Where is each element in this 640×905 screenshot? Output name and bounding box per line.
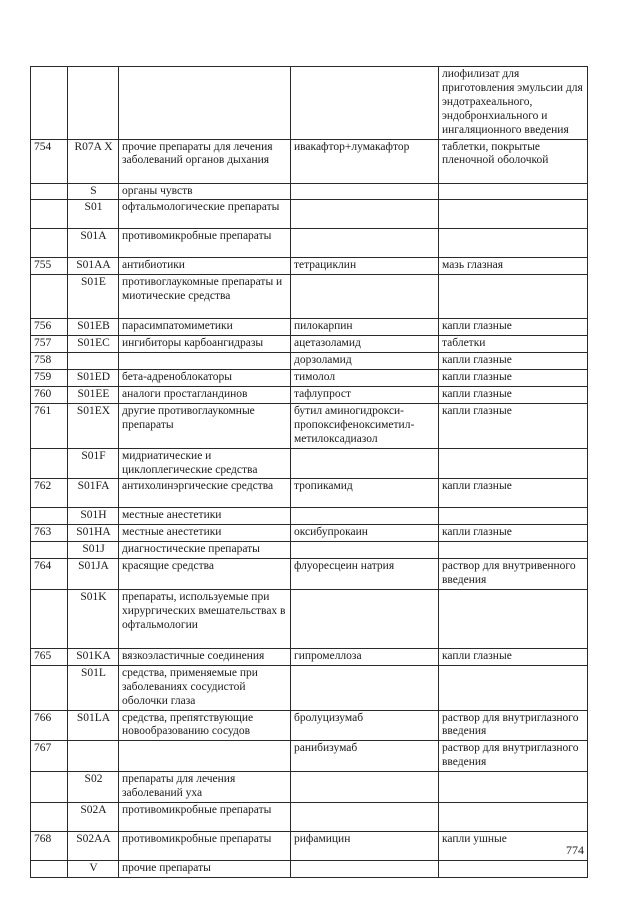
atc-code-cell: V [68,861,119,878]
atc-group-name-cell: противомикробные препараты [119,229,291,258]
row-number-cell: 766 [31,710,68,741]
dosage-form-cell [439,589,588,648]
atc-code-cell [68,67,119,140]
table-row [31,525,588,542]
dosage-form-cell: раствор для внутриглазного введения [439,741,588,772]
table-row [31,448,588,479]
atc-group-name-cell: офтальмологические препараты [119,200,291,229]
drug-name-cell: ранибизумаб [291,741,439,772]
table-row [31,741,588,772]
drug-name-cell: ивакафтор+лумакафтор [291,139,439,183]
atc-group-name-cell: парасимпатомиметики [119,319,291,336]
table-row [31,559,588,590]
table-row [31,319,588,336]
table-row [31,665,588,710]
row-number-cell [31,803,68,832]
dosage-form-cell: капли глазные [439,370,588,387]
atc-code-cell: S [68,183,119,200]
atc-code-cell: S02AA [68,832,119,861]
table-row [31,403,588,448]
atc-code-cell: S01H [68,508,119,525]
row-number-cell [31,229,68,258]
atc-group-name-cell: прочие препараты [119,861,291,878]
row-number-cell [31,589,68,648]
dosage-form-cell [439,229,588,258]
atc-code-cell: S01E [68,275,119,319]
drug-name-cell [291,183,439,200]
atc-group-name-cell: противоглаукомные препараты и миотические средства [119,275,291,319]
row-number-cell: 760 [31,386,68,403]
dosage-form-cell [439,665,588,710]
row-number-cell [31,508,68,525]
atc-group-name-cell: противомикробные препараты [119,832,291,861]
drug-name-cell [291,772,439,803]
dosage-form-cell: капли глазные [439,403,588,448]
atc-group-name-cell: местные анестетики [119,525,291,542]
drug-table [30,66,588,878]
dosage-form-cell: капли глазные [439,479,588,508]
atc-code-cell: S01A [68,229,119,258]
atc-code-cell: S01J [68,542,119,559]
atc-group-name-cell: средства, применяемые при заболеваниях сосудистой оболочки глаза [119,665,291,710]
atc-group-name-cell [119,353,291,370]
row-number-cell: 764 [31,559,68,590]
atc-code-cell: S01EC [68,336,119,353]
row-number-cell [31,67,68,140]
table-row [31,832,588,861]
atc-code-cell: S01ED [68,370,119,387]
atc-group-name-cell: прочие препараты для лечения заболеваний органов дыхания [119,139,291,183]
table-row [31,370,588,387]
atc-group-name-cell: другие противоглаукомные препараты [119,403,291,448]
atc-group-name-cell: препараты для лечения заболеваний уха [119,772,291,803]
table-row [31,353,588,370]
atc-group-name-cell: средства, препятствующие новообразованию сосудов [119,710,291,741]
dosage-form-cell: капли глазные [439,319,588,336]
table-row [31,386,588,403]
table-row [31,67,588,140]
page-number: 774 [566,843,584,857]
drug-name-cell: бролуцизумаб [291,710,439,741]
drug-name-cell [291,200,439,229]
table-row [31,648,588,665]
row-number-cell [31,275,68,319]
dosage-form-cell [439,448,588,479]
atc-code-cell: S01HA [68,525,119,542]
dosage-form-cell [439,772,588,803]
row-number-cell: 768 [31,832,68,861]
drug-name-cell: тимолол [291,370,439,387]
drug-name-cell: флуоресцеин натрия [291,559,439,590]
table-row [31,258,588,275]
atc-group-name-cell: ингибиторы карбоангидразы [119,336,291,353]
atc-group-name-cell: антихолинэргические средства [119,479,291,508]
table-row [31,275,588,319]
dosage-form-cell: капли глазные [439,648,588,665]
table-row [31,508,588,525]
atc-group-name-cell: препараты, используемые при хирургических вмешательствах в офтальмологии [119,589,291,648]
row-number-cell: 756 [31,319,68,336]
drug-name-cell: пилокарпин [291,319,439,336]
atc-code-cell: S01L [68,665,119,710]
row-number-cell [31,861,68,878]
drug-name-cell [291,229,439,258]
table-row [31,183,588,200]
row-number-cell [31,542,68,559]
atc-group-name-cell: местные анестетики [119,508,291,525]
row-number-cell [31,665,68,710]
row-number-cell: 757 [31,336,68,353]
dosage-form-cell: капли ушные [439,832,588,861]
table-row [31,229,588,258]
table-row [31,479,588,508]
row-number-cell: 758 [31,353,68,370]
drug-name-cell [291,542,439,559]
table-body [31,67,588,878]
atc-group-name-cell: антибиотики [119,258,291,275]
atc-code-cell: S01FA [68,479,119,508]
dosage-form-cell [439,275,588,319]
table-row [31,542,588,559]
drug-name-cell [291,448,439,479]
drug-name-cell: дорзоламид [291,353,439,370]
table-row [31,710,588,741]
atc-code-cell [68,353,119,370]
drug-name-cell: ацетазоламид [291,336,439,353]
drug-name-cell: тетрациклин [291,258,439,275]
drug-name-cell: рифамицин [291,832,439,861]
atc-group-name-cell [119,741,291,772]
dosage-form-cell [439,183,588,200]
dosage-form-cell: капли глазные [439,353,588,370]
drug-name-cell: бутил аминогидрокси-пропоксифеноксиметил-метилоксадиазол [291,403,439,448]
dosage-form-cell: лиофилизат для приготовления эмульсии для эндотрахеального, эндобронхиального и ингаляционного введения [439,67,588,140]
dosage-form-cell: таблетки [439,336,588,353]
atc-code-cell: S01LA [68,710,119,741]
atc-code-cell: S01EX [68,403,119,448]
dosage-form-cell [439,803,588,832]
row-number-cell: 763 [31,525,68,542]
atc-code-cell: S02A [68,803,119,832]
atc-code-cell: S01F [68,448,119,479]
dosage-form-cell [439,200,588,229]
drug-name-cell [291,803,439,832]
atc-group-name-cell: органы чувств [119,183,291,200]
row-number-cell: 759 [31,370,68,387]
drug-name-cell: гипромеллоза [291,648,439,665]
atc-code-cell: S01KA [68,648,119,665]
dosage-form-cell [439,542,588,559]
atc-group-name-cell: бета-адреноблокаторы [119,370,291,387]
row-number-cell [31,772,68,803]
dosage-form-cell: капли глазные [439,386,588,403]
table-row [31,803,588,832]
atc-code-cell [68,741,119,772]
dosage-form-cell: мазь глазная [439,258,588,275]
row-number-cell: 762 [31,479,68,508]
atc-group-name-cell: мидриатические и циклоплегические средства [119,448,291,479]
row-number-cell: 755 [31,258,68,275]
drug-name-cell: тафлупрост [291,386,439,403]
drug-name-cell [291,589,439,648]
row-number-cell [31,200,68,229]
row-number-cell [31,183,68,200]
row-number-cell: 754 [31,139,68,183]
atc-group-name-cell: вязкоэластичные соединения [119,648,291,665]
atc-code-cell: S02 [68,772,119,803]
table-row [31,336,588,353]
table-row [31,861,588,878]
drug-name-cell [291,67,439,140]
table-row [31,589,588,648]
atc-group-name-cell: аналоги простагландинов [119,386,291,403]
row-number-cell: 767 [31,741,68,772]
table-row [31,772,588,803]
row-number-cell: 761 [31,403,68,448]
dosage-form-cell: капли глазные [439,525,588,542]
drug-name-cell [291,861,439,878]
atc-code-cell: S01AA [68,258,119,275]
drug-name-cell [291,665,439,710]
atc-group-name-cell: диагностические препараты [119,542,291,559]
table-row [31,139,588,183]
atc-group-name-cell [119,67,291,140]
drug-name-cell: оксибупрокаин [291,525,439,542]
atc-code-cell: S01EE [68,386,119,403]
atc-code-cell: S01K [68,589,119,648]
drug-name-cell [291,508,439,525]
row-number-cell [31,448,68,479]
atc-code-cell: S01 [68,200,119,229]
dosage-form-cell: раствор для внутривенного введения [439,559,588,590]
dosage-form-cell [439,861,588,878]
atc-group-name-cell: противомикробные препараты [119,803,291,832]
atc-group-name-cell: красящие средства [119,559,291,590]
row-number-cell: 765 [31,648,68,665]
dosage-form-cell [439,508,588,525]
dosage-form-cell: таблетки, покрытые пленочной оболочкой [439,139,588,183]
dosage-form-cell: раствор для внутриглазного введения [439,710,588,741]
atc-code-cell: S01JA [68,559,119,590]
atc-code-cell: R07A X [68,139,119,183]
atc-code-cell: S01EB [68,319,119,336]
drug-name-cell [291,275,439,319]
drug-name-cell: тропикамид [291,479,439,508]
table-row [31,200,588,229]
